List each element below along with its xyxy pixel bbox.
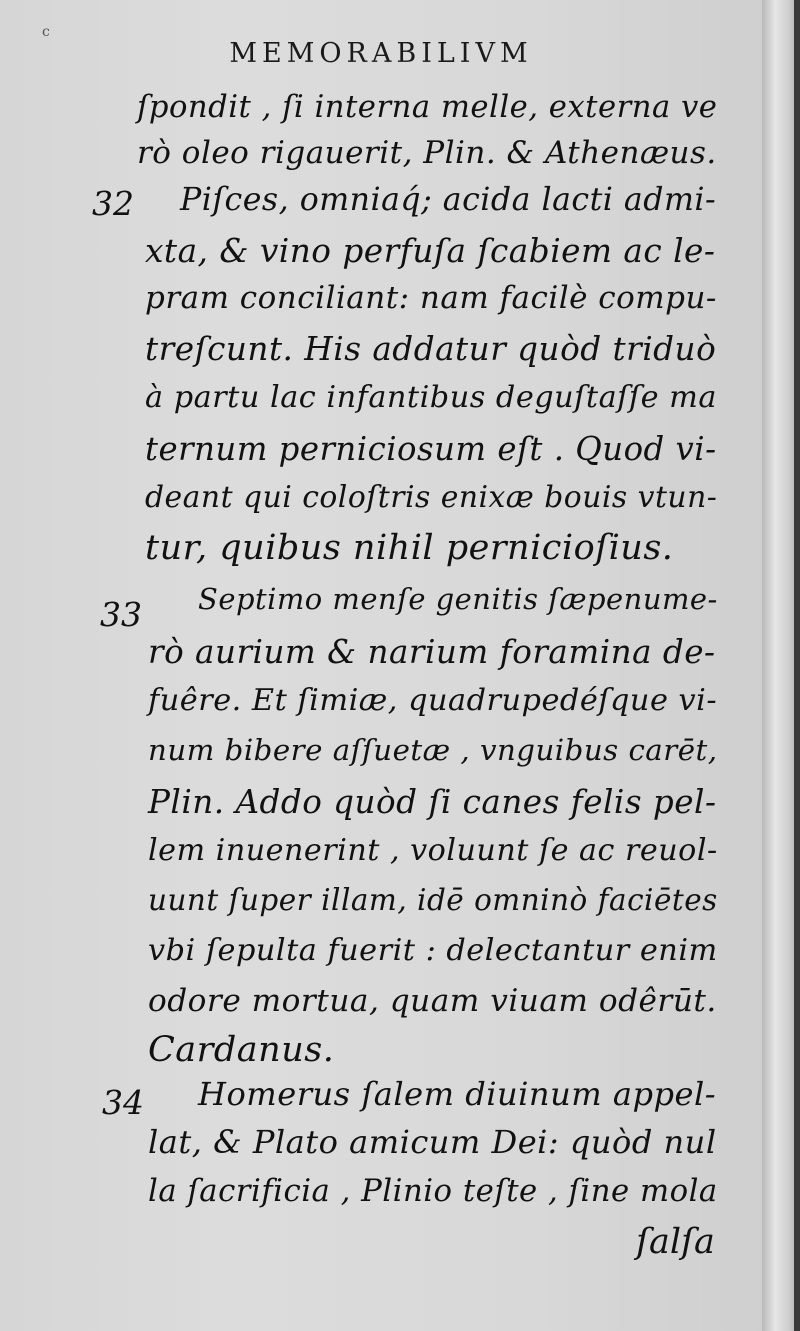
- text-line: ternum perniciosum eſt . Quod vi-: [145, 430, 717, 468]
- text-line: deant qui coloſtris enixæ bouis vtun-: [145, 480, 718, 515]
- text-line: lat, & Plato amicum Dei: quòd nul: [148, 1123, 717, 1161]
- text-line: treſcunt. His addatur quòd triduò: [145, 330, 717, 368]
- text-line: rò oleo rigauerit, Plin. & Athenæus.: [137, 135, 717, 171]
- text-line: num bibere aſſuetæ , vnguibus carēt,: [148, 733, 718, 767]
- entry-number: 34: [102, 1083, 144, 1122]
- text-line: xta, & vino perfuſa ſcabiem ac le-: [145, 232, 716, 270]
- text-line: Cardanus.: [148, 1030, 335, 1070]
- text-line: lem inuenerint , voluunt ſe ac reuol-: [148, 833, 718, 868]
- page-edge-shadow: [794, 0, 800, 1331]
- entry-number: 32: [92, 184, 134, 223]
- text-line: Homerus ſalem diuinum appel-: [198, 1075, 717, 1113]
- running-header: MEMORABILIVM: [229, 38, 533, 69]
- text-line: uunt ſuper illam, idē omninò faciētes: [148, 883, 718, 917]
- text-line: pram conciliant: nam facilè compu-: [145, 280, 717, 316]
- text-line: tur, quibus nihil pernicioſius.: [145, 528, 674, 568]
- text-line: odore mortua, quam viuam odêrūt.: [148, 983, 717, 1019]
- text-line: à partu lac infantibus deguſtaſſe ma: [145, 380, 717, 415]
- text-line: Piſces, omniaq́; acida lacti admi-: [180, 182, 717, 218]
- text-line: vbi ſepulta fuerit : delectantur enim: [148, 933, 718, 968]
- entry-number: 33: [100, 595, 142, 634]
- text-line: Septimo menſe genitis ſæpenume-: [198, 582, 718, 616]
- text-line: la ſacrificia , Plinio teſte , ſine mola: [148, 1173, 718, 1209]
- catchword: ſalſa: [636, 1222, 715, 1262]
- text-line: rò aurium & narium foramina de-: [148, 633, 716, 671]
- text-line: Plin. Addo quòd ſi canes felis pel-: [148, 783, 717, 821]
- corner-mark: c: [42, 24, 50, 40]
- text-line: fuêre. Et ſimiæ, quadrupedéſque vi-: [148, 683, 718, 718]
- text-line: ſpondit , ſi interna melle, externa ve: [137, 90, 718, 125]
